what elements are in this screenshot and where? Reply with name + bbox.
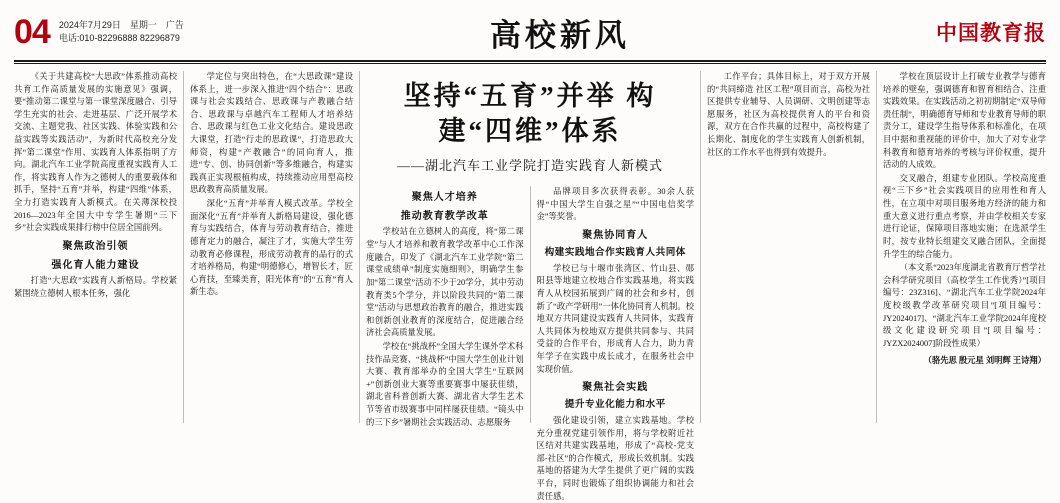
masthead-rule-thin xyxy=(14,63,1046,64)
section-title: 高校新风 xyxy=(489,17,630,53)
column-6 xyxy=(883,71,1046,423)
paragraph: 打造“大思政”实践育人新格局。学校紧紧围绕立德树人根本任务，强化 xyxy=(14,276,177,298)
paragraph: 品牌项目多次获得表彰。30余人获得“中国大学生自强之星”“中国电信奖学金”等奖誉。 xyxy=(536,187,694,222)
column-divider xyxy=(700,71,701,423)
paragraph: 学校在“挑战杯”全国大学生课外学术科技作品竞赛、“挑战杯”中国大学生创业计划大赛、教育部举办的全国大学生“互联网+”创新创业大赛等重要赛事中屡获佳绩，湖北省科普创新大赛、湖北省大学生艺术节等省市级赛事中同样屡获佳绩。“镜头中的三下乡”暑期社会实践活动、志愿服务 xyxy=(366,341,524,427)
paragraph: 工作平台；具体目标上，对于双方开展的“共同缔造 社区工程”项目而言，高校为社区提供专业辅导、人员调研、文明创建等志愿服务，社区为高校提供育人的平台和资源，双方在合作共赢的过程中，高校构建了长期化、制度化的学生实践育人创新机制，社区的工作水平也得到有效提升。 xyxy=(707,72,870,157)
section-subheading: 强化育人能力建设 xyxy=(51,260,140,272)
paragraph: 学校已与十堰市张湾区、竹山县、郧阳县等地建立校地合作实践基地，将实践育人从校园拓展到广阔的社会和乡村，创新了“政产学研用”一体化协同育人机制。校地双方共同建设实践育人共同体，实践育人共同体为校地双方提供共同参与、共同受益的合作平台，形成育人合力，助力青年学子在实践中成长成才，在服务社会中实现价值。 xyxy=(536,263,694,374)
paragraph: 学校在顶层设计上打破专业教学与德育培养的壁垒，强调德育和智育相结合、注重实践效果。在实践活动之初初期制定“双导师责任制”，明确德育导师和专业教育导师的职责分工，建设学生指导体系和标准化，在项目中据和重视能的评价中，加大了对专业学科教育和德育培养的考核与评价权重，提升活动的人成效。 xyxy=(883,72,1046,170)
article-body xyxy=(14,71,1046,501)
column-5 xyxy=(707,71,870,423)
masthead xyxy=(14,0,1046,58)
section-subheading: 构建实践地合作实践育人共同体 xyxy=(544,247,686,259)
paragraph: 学校站在立德树人的高度，将“第二课堂”与人才培养和教育教学改革中心工作深度融合，印发了《湖北汽车工业学院“第二课堂成绩单”制度实施细则》，明确学生参加“第二课堂”活动不少于20学分，其中劳动教育类5个学分，并以阶段共同的“第二课堂”活动与思想政治教育的融合，推进实践和创新创业教育的深度结合，促进融合经济社会高质量发展。 xyxy=(366,227,524,338)
paragraph: 交叉融合，组建专业团队。学校高度重视“三下乡”社会实践项目的应用性和育人性，在立项中对项目服务地方经济的能力和重大意义进行重点考察，并由学校相关专家进行论证，保障项目落地实施；在选派学生时，按专业特长组建交叉融合团队，全面提升学生的综合能力。 xyxy=(883,173,1046,259)
paragraph: 《关于共建高校“大思政”体系推动高校共育工作高质量发展的实施意见》强调，要“推动第二课堂与第一课堂深度融合、引导学生充实的社会、走进基层、广泛开展学术交流、主题党我、社区实践、体验实践和公益实践等实践活动”，为新时代高校充分发挥“第二课堂”作用、实践育人体系指明了方向。湖北汽车工业学院高度重视实践育人工作，将实践育人作为之德树人的重要载体和抓手，坚持“五育”并举，构建“四维”体系，全力打造实践育人新模式。在关薄深校投2016—2023年全国大中专学生暑期“三下乡”社会实践成果排行榜中位居全国前列。 xyxy=(14,72,177,233)
column-divider xyxy=(876,71,877,423)
paragraph: 强化建设引领，建立实践基地。学校充分重视党建引领作用，将与学校附近社区结对共建实践基地，形成了“高校-党支部-社区”的合作模式，形成长效机制。实践基地的搭建为大学生提供了更广阔的实践平台，同时也锻炼了组织协调能力和社会责任感。 xyxy=(536,415,694,501)
column-middle xyxy=(366,71,694,501)
section-heading: 聚焦协同育人 xyxy=(582,229,649,241)
column-1 xyxy=(14,71,177,423)
column-4 xyxy=(536,186,695,501)
masthead-meta xyxy=(59,19,184,46)
subheadline: ——湖北汽车工业学院打造实践育人新模式 xyxy=(396,158,663,174)
column-3 xyxy=(366,186,524,427)
column-divider xyxy=(359,71,360,423)
page-number: 04 xyxy=(14,13,50,51)
byline: （骆先思 殷元星 刘明辉 王诗翔） xyxy=(923,356,1046,366)
section-heading: 聚焦社会实践 xyxy=(582,382,649,394)
column-divider xyxy=(183,71,184,423)
section-heading: 聚焦政治引领 xyxy=(62,240,129,252)
paragraph: 深化“五育”并举育人模式改革。学校全面深化“五育”并举育人新格局建设，强化德育与实践结合，体育与劳动教育结合，推进德育定力的融合，凝注了才，实施大学生劳动教育必修课程，形成劳动教育的品行的式才培养格局，构建“明德修心，增智长才，匠心育技，至臻美育，阳光体育”的“五育”育人新生态。 xyxy=(190,199,353,297)
paper-name: 中国教育报 xyxy=(936,21,1046,45)
masthead-date: 2024年7月29日 星期一 广告 xyxy=(58,19,184,30)
masthead-rule xyxy=(14,60,1046,62)
column-divider xyxy=(530,186,531,423)
column-2 xyxy=(190,71,353,423)
funding-note: （本文系“2023年度湖北省教育厅哲学社会科学研究项目（高校学生工作优秀）”[项目编号：23Z316]、“湖北汽车工业学院2024年度校级教学改革研究项目”[项目编号：JY2024017]、“湖北汽车工业学院2024年度校级文化建设研究项目”[项目编号：JYZX2024007]阶段性成果） xyxy=(883,263,1046,348)
section-subheading: 推动教育教学改革 xyxy=(400,211,489,223)
headline-block xyxy=(366,71,694,180)
section-heading: 聚焦人才培养 xyxy=(411,192,478,204)
masthead-phone: 电话:010-82296888 82296879 xyxy=(58,33,180,43)
headline: 坚持“五育”并举 构建“四维”体系 xyxy=(403,81,657,146)
section-subheading: 提升专业化能力和水平 xyxy=(564,399,666,411)
paragraph: 学定位与突出特色，在“大思政课”建设体系上，进一步深入推进“四个结合”：思政课与社会实践结合、思政课与产教融合结合、思政课与卓越汽车工程师人才培养结合、思政课与红色工业文化结合。建设思政大课堂，打造“行走的思政课”，打造思政大师资，构建“产教融合”的同向育人，推进“专、创、协同创新”等多维融合，构建实践真正实现根植构成，持续推动应用型高校思政教育高质量发展。 xyxy=(190,72,353,195)
